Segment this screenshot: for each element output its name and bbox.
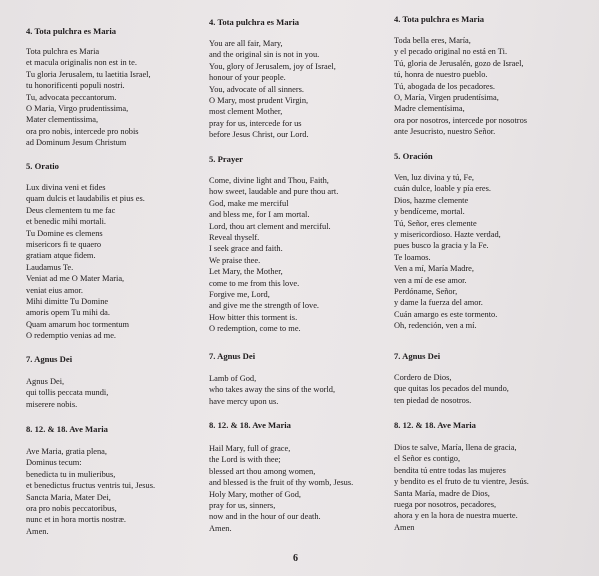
- text-line: the Lord is with thee;: [209, 455, 281, 465]
- text-line: ahora y en la hora de nuestra muerte.: [394, 511, 518, 521]
- section-heading: 7. Agnus Dei: [394, 351, 441, 361]
- text-line: Holy Mary, mother of God,: [209, 489, 302, 499]
- section-text: [26, 182, 145, 342]
- text-line: Te loamos.: [394, 252, 431, 262]
- section-text: [26, 446, 155, 537]
- text-line: Santa María, madre de Dios,: [394, 488, 490, 498]
- text-line: How bitter this torment is.: [209, 312, 298, 322]
- text-line: most clement Mother,: [209, 107, 283, 117]
- text-line: y bendito es el fruto de tu vientre, Jesús.: [394, 477, 529, 487]
- text-line: benedicta tu in mulieribus,: [26, 469, 116, 479]
- text-line: Perdóname, Señor,: [394, 287, 458, 297]
- text-line: Tú, gloria de Jerusalén, gozo de Israel,: [394, 58, 524, 68]
- text-line: ad Dominum Jesum Christum: [26, 138, 127, 148]
- section-heading: 8. 12. & 18. Ave Maria: [26, 424, 108, 434]
- text-line: tú, honra de nuestro pueblo.: [394, 70, 488, 80]
- text-line: You are all fair, Mary,: [209, 39, 283, 48]
- page-number: 6: [293, 553, 298, 564]
- text-line: O redemptio venias ad me.: [26, 331, 117, 341]
- section-heading: 4. Tota pulchra es Maria: [26, 26, 116, 36]
- text-line: qui tollis peccata mundi,: [26, 388, 109, 398]
- text-line: y dame la fuerza del amor.: [394, 298, 483, 308]
- text-line: et benedic mihi mortali.: [26, 217, 107, 227]
- text-line: ora pro nobis peccatoribus,: [26, 504, 117, 514]
- text-line: Veniat ad me O Mater Maria,: [26, 274, 125, 284]
- text-line: Tú, abogada de los pecadores.: [394, 81, 495, 91]
- text-line: pray for us, intercede for us: [209, 118, 302, 128]
- text-line: Dominus tecum:: [26, 458, 82, 468]
- text-line: Quam amarum hoc tormentum: [26, 319, 130, 329]
- text-line: Lord, thou art clement and merciful.: [209, 221, 331, 231]
- text-line: Toda bella eres, María,: [394, 36, 471, 45]
- section-heading: 8. 12. & 18. Ave Maria: [394, 420, 476, 430]
- text-line: ven a mí de ese amor.: [394, 275, 467, 285]
- section-text: [209, 38, 336, 141]
- text-line: Dios te salve, María, llena de gracia,: [394, 443, 517, 452]
- section-text: [26, 376, 108, 410]
- text-line: and give me the strength of love.: [209, 301, 320, 311]
- text-line: how sweet, laudable and pure thou art.: [209, 187, 339, 197]
- section-heading: 7. Agnus Dei: [209, 351, 256, 361]
- text-line: and blessed is the fruit of thy womb, Jesus.: [209, 478, 354, 488]
- text-line: before Jesus Christ, our Lord.: [209, 130, 309, 140]
- section-heading: 7. Agnus Dei: [26, 354, 73, 364]
- text-line: Let Mary, the Mother,: [209, 267, 283, 277]
- text-line: Oh, redención, ven a mí.: [394, 321, 477, 331]
- text-line: You, advocate of all sinners.: [209, 84, 304, 94]
- text-line: el Señor es contigo,: [394, 454, 461, 464]
- section-heading: 5. Oratio: [26, 161, 59, 171]
- text-line: cuán dulce, loable y pía eres.: [394, 184, 491, 194]
- text-line: Ven, luz divina y tú, Fe,: [394, 173, 475, 182]
- text-line: You, glory of Jerusalem, joy of Israel,: [209, 61, 336, 71]
- text-line: Forgive me, Lord,: [209, 290, 270, 300]
- text-line: quam dulcis et laudabilis et pius es.: [26, 194, 145, 204]
- section-heading: 8. 12. & 18. Ave Maria: [209, 420, 291, 430]
- section-heading: 5. Oración: [394, 151, 433, 161]
- text-line: Tu gloria Jerusalem, tu laetitia Israel,: [26, 69, 151, 79]
- text-line: y misericordioso. Hazte verdad,: [394, 230, 501, 240]
- text-line: and the original sin is not in you.: [209, 50, 320, 60]
- text-line: ora pro nobis, intercede pro nobis: [26, 126, 139, 136]
- text-line: Cordero de Dios,: [394, 373, 452, 382]
- text-line: Tú, Señor, eres clemente: [394, 218, 477, 228]
- text-line: pues busco la gracia y la Fe.: [394, 241, 489, 251]
- text-line: Lux divina veni et fides: [26, 183, 106, 192]
- text-line: now and in the hour of our death.: [209, 512, 321, 522]
- text-line: Cuán amargo es este tormento.: [394, 309, 498, 319]
- text-line: Amen: [394, 522, 415, 532]
- section-text: [394, 172, 501, 332]
- text-line: We praise thee.: [209, 255, 261, 265]
- text-line: Sancta Maria, Mater Dei,: [26, 492, 111, 502]
- text-line: who takes away the sins of the world,: [209, 385, 336, 395]
- text-line: have mercy upon us.: [209, 396, 279, 406]
- text-line: I seek grace and faith.: [209, 244, 283, 254]
- section-text: [394, 442, 529, 533]
- text-line: amoris opem Tu mihi da.: [26, 308, 110, 318]
- text-line: Ave Maria, gratia plena,: [26, 447, 107, 456]
- text-line: Dios, hazme clemente: [394, 195, 469, 205]
- text-line: gratiam atque fidem.: [26, 251, 96, 261]
- text-line: Laudamus Te.: [26, 262, 74, 272]
- text-line: Madre clementísima,: [394, 104, 465, 114]
- text-line: Ven a mí, María Madre,: [394, 264, 474, 274]
- section-text: [26, 46, 151, 149]
- text-line: tu honorificenti populi nostri.: [26, 81, 125, 91]
- section-text: [209, 373, 335, 407]
- text-line: y el pecado original no está en Ti.: [394, 47, 508, 57]
- text-line: O Mary, most prudent Virgin,: [209, 96, 309, 106]
- text-line: Tu, advocata peccantorum.: [26, 92, 117, 102]
- section-text: [209, 443, 353, 534]
- text-line: veniat eius amor.: [26, 285, 83, 295]
- text-line: que quitas los pecados del mundo,: [394, 384, 509, 394]
- text-line: ruega por nosotros, pecadores,: [394, 500, 497, 510]
- text-line: Tota pulchra es Maria: [26, 47, 100, 56]
- text-line: Tu Domine es clemens: [26, 228, 103, 238]
- text-line: honour of your people.: [209, 73, 286, 83]
- text-line: O Maria, Virgo prudentissima,: [26, 104, 129, 114]
- section-heading: 5. Prayer: [209, 154, 243, 164]
- text-line: y bendíceme, mortal.: [394, 207, 465, 217]
- text-line: ante Jesucristo, nuestro Señor.: [394, 127, 496, 137]
- text-line: Amen.: [26, 526, 49, 536]
- text-line: Lamb of God,: [209, 374, 257, 383]
- text-line: and bless me, for I am mortal.: [209, 210, 310, 220]
- text-line: O, María, Virgen prudentísima,: [394, 93, 499, 103]
- text-line: Deus clementem tu me fac: [26, 205, 116, 215]
- section-text: [394, 35, 527, 138]
- text-line: nunc et in hora mortis nostræ.: [26, 515, 127, 525]
- text-line: O redemption, come to me.: [209, 324, 301, 334]
- text-line: God, make me merciful: [209, 198, 289, 208]
- section-text: [209, 175, 338, 335]
- section-heading: 4. Tota pulchra es Maria: [209, 17, 299, 27]
- text-line: et macula originalis non est in te.: [26, 58, 137, 68]
- text-line: blessed art thou among women,: [209, 466, 316, 476]
- text-line: Hail Mary, full of grace,: [209, 444, 291, 453]
- text-line: come to me from this love.: [209, 278, 300, 288]
- text-line: Mihi dimitte Tu Domine: [26, 297, 109, 307]
- text-line: ten piedad de nosotros.: [394, 395, 472, 405]
- text-line: Amen.: [209, 523, 232, 533]
- text-line: Mater clementissima,: [26, 115, 99, 125]
- text-line: et benedictus fructus ventris tui, Jesus.: [26, 481, 156, 491]
- text-line: misericors fi te quaero: [26, 240, 102, 250]
- text-line: Agnus Dei,: [26, 377, 65, 386]
- section-text: [394, 372, 509, 406]
- text-line: bendita tú entre todas las mujeres: [394, 465, 506, 475]
- text-line: Come, divine light and Thou, Faith,: [209, 176, 329, 185]
- text-line: ora por nosotros, intercede por nosotros: [394, 115, 528, 125]
- text-line: miserere nobis.: [26, 399, 78, 409]
- section-heading: 4. Tota pulchra es Maria: [394, 14, 484, 24]
- text-line: pray for us, sinners,: [209, 501, 276, 511]
- text-line: Reveal thyself.: [209, 233, 260, 243]
